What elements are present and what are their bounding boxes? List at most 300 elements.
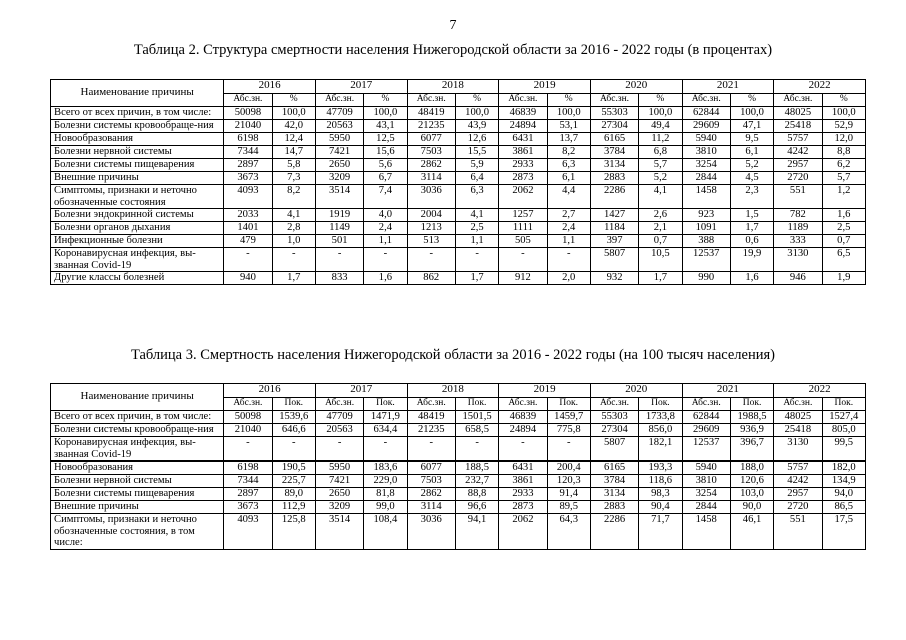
- rate-cell: 19,9: [730, 248, 773, 272]
- abs-value-cell: 501: [315, 235, 363, 248]
- rate-cell: 1,6: [822, 209, 865, 222]
- rate-cell: 5,6: [364, 159, 407, 172]
- cause-name: Новообразования: [51, 133, 224, 146]
- table-row: [51, 185, 866, 209]
- abs-value-cell: 5940: [682, 133, 730, 146]
- abs-value-cell: 24894: [499, 120, 547, 133]
- rate-cell: 646,6: [272, 424, 315, 437]
- cause-name: Болезни системы кровообраще-ния: [51, 424, 224, 437]
- table-row: [51, 424, 866, 437]
- cause-name: Симптомы, признаки и неточно обозначенные состояния: [51, 185, 224, 209]
- abs-value-cell: 1111: [499, 222, 547, 235]
- abs-value-cell: 3810: [682, 475, 730, 488]
- rate-header: Пок.: [639, 398, 682, 411]
- rate-cell: -: [547, 437, 590, 462]
- rate-cell: 94,1: [455, 514, 498, 550]
- abs-value-cell: 990: [682, 272, 730, 285]
- abs-value-cell: 2873: [499, 501, 547, 514]
- abs-value-header: Абс.зн.: [499, 94, 547, 107]
- rate-cell: 103,0: [730, 488, 773, 501]
- rate-cell: 396,7: [730, 437, 773, 462]
- cause-name: Новообразования: [51, 461, 224, 475]
- cause-name: Болезни нервной системы: [51, 475, 224, 488]
- abs-value-cell: 21235: [407, 120, 455, 133]
- table-row: [51, 235, 866, 248]
- abs-value-cell: 47709: [315, 107, 363, 120]
- abs-value-cell: 333: [774, 235, 822, 248]
- abs-value-cell: 3514: [315, 514, 363, 550]
- abs-value-cell: 25418: [774, 120, 822, 133]
- abs-value-cell: 2004: [407, 209, 455, 222]
- rate-cell: 634,4: [364, 424, 407, 437]
- rate-cell: -: [364, 248, 407, 272]
- cause-name: Болезни эндокринной системы: [51, 209, 224, 222]
- rate-cell: 90,4: [639, 501, 682, 514]
- rate-cell: -: [272, 248, 315, 272]
- abs-value-cell: 2897: [224, 159, 272, 172]
- cause-name: Инфекционные болезни: [51, 235, 224, 248]
- abs-value-cell: 2957: [774, 488, 822, 501]
- abs-value-cell: 2957: [774, 159, 822, 172]
- abs-value-cell: 3130: [774, 437, 822, 462]
- rate-header: Пок.: [455, 398, 498, 411]
- rate-cell: 125,8: [272, 514, 315, 550]
- abs-value-cell: 1149: [315, 222, 363, 235]
- table-row: [51, 107, 866, 120]
- rate-cell: 4,5: [730, 172, 773, 185]
- abs-value-cell: 2650: [315, 488, 363, 501]
- table-row: [51, 172, 866, 185]
- abs-value-header: Абс.зн.: [407, 94, 455, 107]
- cause-name: Другие классы болезней: [51, 272, 224, 285]
- rate-cell: 112,9: [272, 501, 315, 514]
- abs-value-cell: 3036: [407, 514, 455, 550]
- table-row: [51, 133, 866, 146]
- rate-cell: 182,0: [822, 461, 865, 475]
- abs-value-cell: 7503: [407, 146, 455, 159]
- rate-cell: 100,0: [730, 107, 773, 120]
- mortality-rate-table: [50, 383, 866, 550]
- rate-cell: 1,1: [364, 235, 407, 248]
- cause-name: Болезни системы пищеварения: [51, 488, 224, 501]
- abs-value-cell: 940: [224, 272, 272, 285]
- abs-value-cell: 3810: [682, 146, 730, 159]
- abs-value-cell: -: [499, 437, 547, 462]
- abs-value-cell: -: [407, 437, 455, 462]
- abs-value-cell: 3114: [407, 172, 455, 185]
- rate-cell: 1,7: [639, 272, 682, 285]
- table-row: [51, 209, 866, 222]
- table-row: [51, 222, 866, 235]
- rate-cell: 0,7: [822, 235, 865, 248]
- rate-cell: 1471,9: [364, 411, 407, 424]
- rate-cell: 805,0: [822, 424, 865, 437]
- abs-value-cell: 4242: [774, 475, 822, 488]
- abs-value-cell: 2873: [499, 172, 547, 185]
- abs-value-cell: 1213: [407, 222, 455, 235]
- abs-value-header: Абс.зн.: [224, 398, 272, 411]
- rate-cell: 71,7: [639, 514, 682, 550]
- rate-cell: 42,0: [272, 120, 315, 133]
- abs-value-header: Абс.зн.: [774, 94, 822, 107]
- year-header: 2018: [407, 384, 499, 398]
- abs-value-cell: 46839: [499, 107, 547, 120]
- abs-value-cell: 55303: [590, 107, 638, 120]
- abs-value-cell: 1257: [499, 209, 547, 222]
- mortality-structure-table: [50, 79, 866, 285]
- rate-cell: -: [455, 437, 498, 462]
- rate-cell: 100,0: [364, 107, 407, 120]
- table-row: [51, 120, 866, 133]
- abs-value-cell: 923: [682, 209, 730, 222]
- abs-value-cell: 2844: [682, 172, 730, 185]
- abs-value-cell: 1458: [682, 514, 730, 550]
- name-column-header: Наименование причины: [51, 80, 224, 107]
- rate-cell: 89,5: [547, 501, 590, 514]
- rate-cell: -: [272, 437, 315, 462]
- rate-cell: 1,7: [272, 272, 315, 285]
- year-header: 2021: [682, 384, 774, 398]
- rate-cell: 7,3: [272, 172, 315, 185]
- abs-value-cell: 50098: [224, 107, 272, 120]
- abs-value-cell: 6431: [499, 133, 547, 146]
- rate-cell: 2,6: [639, 209, 682, 222]
- abs-value-cell: 5807: [590, 437, 638, 462]
- abs-value-cell: 6198: [224, 461, 272, 475]
- rate-cell: 10,5: [639, 248, 682, 272]
- table-3-caption: Таблица 3. Смертность населения Нижегородской области за 2016 - 2022 годы (на 100 тысяч населения): [130, 347, 776, 363]
- rate-cell: 100,0: [547, 107, 590, 120]
- rate-cell: 6,3: [547, 159, 590, 172]
- rate-header: %: [730, 94, 773, 107]
- rate-cell: 12,5: [364, 133, 407, 146]
- abs-value-cell: 2650: [315, 159, 363, 172]
- abs-value-cell: 2933: [499, 488, 547, 501]
- abs-value-cell: 5757: [774, 133, 822, 146]
- abs-value-cell: 47709: [315, 411, 363, 424]
- rate-cell: 1988,5: [730, 411, 773, 424]
- abs-value-cell: 2720: [774, 501, 822, 514]
- abs-value-cell: -: [224, 437, 272, 462]
- abs-value-cell: 7503: [407, 475, 455, 488]
- cause-name: Всего от всех причин, в том числе:: [51, 107, 224, 120]
- rate-cell: 86,5: [822, 501, 865, 514]
- abs-value-cell: 6165: [590, 461, 638, 475]
- abs-value-cell: 2062: [499, 185, 547, 209]
- rate-cell: 11,2: [639, 133, 682, 146]
- abs-value-cell: 1919: [315, 209, 363, 222]
- rate-cell: 2,5: [822, 222, 865, 235]
- rate-cell: 99,0: [364, 501, 407, 514]
- abs-value-cell: 782: [774, 209, 822, 222]
- rate-cell: 100,0: [639, 107, 682, 120]
- abs-value-cell: -: [315, 248, 363, 272]
- rate-cell: 232,7: [455, 475, 498, 488]
- rate-cell: 6,1: [730, 146, 773, 159]
- rate-cell: 936,9: [730, 424, 773, 437]
- table-row: [51, 248, 866, 272]
- abs-value-cell: 1427: [590, 209, 638, 222]
- rate-cell: 856,0: [639, 424, 682, 437]
- abs-value-cell: 3861: [499, 475, 547, 488]
- rate-cell: 4,1: [639, 185, 682, 209]
- rate-header: %: [639, 94, 682, 107]
- abs-value-cell: 20563: [315, 424, 363, 437]
- rate-cell: 658,5: [455, 424, 498, 437]
- abs-value-cell: 7421: [315, 146, 363, 159]
- abs-value-cell: 3784: [590, 475, 638, 488]
- cause-name: Коронавирусная инфекция, вы-званная Covid-19: [51, 248, 224, 272]
- rate-cell: 12,4: [272, 133, 315, 146]
- rate-cell: 1,9: [822, 272, 865, 285]
- abs-value-cell: 7344: [224, 475, 272, 488]
- abs-value-cell: 55303: [590, 411, 638, 424]
- rate-cell: -: [364, 437, 407, 462]
- rate-header: Пок.: [547, 398, 590, 411]
- cause-name: Внешние причины: [51, 172, 224, 185]
- abs-value-header: Абс.зн.: [682, 398, 730, 411]
- abs-value-cell: 5757: [774, 461, 822, 475]
- cause-name: Болезни системы пищеварения: [51, 159, 224, 172]
- rate-cell: 6,2: [822, 159, 865, 172]
- rate-cell: 1,5: [730, 209, 773, 222]
- abs-value-cell: 3134: [590, 159, 638, 172]
- abs-value-cell: 513: [407, 235, 455, 248]
- rate-cell: 53,1: [547, 120, 590, 133]
- table-row: [51, 461, 866, 475]
- table-row: [51, 411, 866, 424]
- rate-cell: 182,1: [639, 437, 682, 462]
- abs-value-cell: 1091: [682, 222, 730, 235]
- abs-value-cell: 3673: [224, 501, 272, 514]
- abs-value-header: Абс.зн.: [407, 398, 455, 411]
- abs-value-cell: 6198: [224, 133, 272, 146]
- abs-value-cell: 6431: [499, 461, 547, 475]
- abs-value-header: Абс.зн.: [315, 94, 363, 107]
- abs-value-cell: 2862: [407, 488, 455, 501]
- abs-value-header: Абс.зн.: [499, 398, 547, 411]
- abs-value-cell: 3254: [682, 488, 730, 501]
- rate-header: Пок.: [730, 398, 773, 411]
- abs-value-cell: 62844: [682, 411, 730, 424]
- rate-cell: 1,0: [272, 235, 315, 248]
- abs-value-cell: 3254: [682, 159, 730, 172]
- year-header: 2019: [499, 384, 591, 398]
- cause-name: Внешние причины: [51, 501, 224, 514]
- rate-cell: 100,0: [272, 107, 315, 120]
- rate-cell: 1527,4: [822, 411, 865, 424]
- rate-cell: 43,1: [364, 120, 407, 133]
- rate-header: Пок.: [364, 398, 407, 411]
- rate-cell: 775,8: [547, 424, 590, 437]
- rate-cell: 2,4: [364, 222, 407, 235]
- rate-cell: 100,0: [455, 107, 498, 120]
- table-row: [51, 514, 866, 550]
- abs-value-cell: 4093: [224, 185, 272, 209]
- rate-cell: 193,3: [639, 461, 682, 475]
- rate-cell: 120,6: [730, 475, 773, 488]
- abs-value-cell: 29609: [682, 120, 730, 133]
- table-row: [51, 146, 866, 159]
- rate-cell: 4,0: [364, 209, 407, 222]
- abs-value-cell: 6077: [407, 133, 455, 146]
- table-row: [51, 272, 866, 285]
- rate-cell: 120,3: [547, 475, 590, 488]
- abs-value-cell: 862: [407, 272, 455, 285]
- abs-value-cell: 3209: [315, 501, 363, 514]
- rate-cell: 1459,7: [547, 411, 590, 424]
- cause-name: Симптомы, признаки и неточно обозначенные состояния, в том числе:: [51, 514, 224, 550]
- abs-value-header: Абс.зн.: [224, 94, 272, 107]
- abs-value-cell: 3130: [774, 248, 822, 272]
- abs-value-cell: 21235: [407, 424, 455, 437]
- rate-cell: 1,7: [730, 222, 773, 235]
- rate-cell: 108,4: [364, 514, 407, 550]
- rate-header: %: [272, 94, 315, 107]
- rate-cell: 52,9: [822, 120, 865, 133]
- rate-cell: 5,2: [730, 159, 773, 172]
- abs-value-cell: 1189: [774, 222, 822, 235]
- year-header: 2016: [224, 384, 316, 398]
- abs-value-cell: 27304: [590, 424, 638, 437]
- year-header: 2020: [590, 384, 682, 398]
- abs-value-cell: 551: [774, 185, 822, 209]
- rate-header: %: [364, 94, 407, 107]
- rate-cell: 47,1: [730, 120, 773, 133]
- rate-cell: -: [455, 248, 498, 272]
- rate-cell: 5,2: [639, 172, 682, 185]
- rate-header: %: [455, 94, 498, 107]
- rate-cell: 15,6: [364, 146, 407, 159]
- abs-value-cell: 3114: [407, 501, 455, 514]
- table-row: [51, 501, 866, 514]
- rate-cell: 1,1: [547, 235, 590, 248]
- abs-value-cell: 2286: [590, 514, 638, 550]
- rate-cell: 2,1: [639, 222, 682, 235]
- year-header: 2016: [224, 80, 316, 94]
- abs-value-cell: 551: [774, 514, 822, 550]
- rate-cell: 64,3: [547, 514, 590, 550]
- rate-cell: 188,5: [455, 461, 498, 475]
- rate-cell: 183,6: [364, 461, 407, 475]
- rate-cell: 91,4: [547, 488, 590, 501]
- rate-cell: 5,9: [455, 159, 498, 172]
- rate-cell: 96,6: [455, 501, 498, 514]
- abs-value-cell: 5950: [315, 461, 363, 475]
- abs-value-cell: 2720: [774, 172, 822, 185]
- rate-cell: 225,7: [272, 475, 315, 488]
- abs-value-cell: 3514: [315, 185, 363, 209]
- rate-cell: 229,0: [364, 475, 407, 488]
- rate-cell: 2,4: [547, 222, 590, 235]
- abs-value-header: Абс.зн.: [590, 398, 638, 411]
- rate-cell: 2,5: [455, 222, 498, 235]
- abs-value-cell: 3673: [224, 172, 272, 185]
- abs-value-header: Абс.зн.: [590, 94, 638, 107]
- cause-name: Болезни системы кровообраще-ния: [51, 120, 224, 133]
- abs-value-cell: 48025: [774, 107, 822, 120]
- rate-cell: 4,1: [455, 209, 498, 222]
- name-column-header: Наименование причины: [51, 384, 224, 411]
- rate-header: Пок.: [272, 398, 315, 411]
- abs-value-cell: 2883: [590, 501, 638, 514]
- rate-cell: 1,6: [364, 272, 407, 285]
- abs-value-cell: 479: [224, 235, 272, 248]
- cause-name: Болезни нервной системы: [51, 146, 224, 159]
- cause-name: Всего от всех причин, в том числе:: [51, 411, 224, 424]
- abs-value-cell: 20563: [315, 120, 363, 133]
- abs-value-cell: 4242: [774, 146, 822, 159]
- abs-value-header: Абс.зн.: [774, 398, 822, 411]
- abs-value-cell: 397: [590, 235, 638, 248]
- cause-name: Болезни органов дыхания: [51, 222, 224, 235]
- abs-value-cell: 4093: [224, 514, 272, 550]
- rate-cell: 12,0: [822, 133, 865, 146]
- abs-value-cell: 12537: [682, 437, 730, 462]
- table-2-caption: Таблица 2. Структура смертности населения Нижегородской области за 2016 - 2022 годы (в процентах): [133, 42, 773, 58]
- abs-value-cell: 3036: [407, 185, 455, 209]
- rate-cell: 6,5: [822, 248, 865, 272]
- rate-cell: 46,1: [730, 514, 773, 550]
- rate-cell: 1539,6: [272, 411, 315, 424]
- rate-cell: 1,1: [455, 235, 498, 248]
- rate-header: Пок.: [822, 398, 865, 411]
- abs-value-cell: 1184: [590, 222, 638, 235]
- table-row: [51, 488, 866, 501]
- abs-value-cell: -: [315, 437, 363, 462]
- abs-value-cell: 12537: [682, 248, 730, 272]
- abs-value-cell: -: [407, 248, 455, 272]
- abs-value-cell: 50098: [224, 411, 272, 424]
- rate-cell: 1,7: [455, 272, 498, 285]
- rate-cell: 9,5: [730, 133, 773, 146]
- rate-cell: 200,4: [547, 461, 590, 475]
- abs-value-cell: 6077: [407, 461, 455, 475]
- rate-cell: 17,5: [822, 514, 865, 550]
- rate-header: %: [822, 94, 865, 107]
- rate-cell: 15,5: [455, 146, 498, 159]
- abs-value-cell: 5950: [315, 133, 363, 146]
- abs-value-cell: 29609: [682, 424, 730, 437]
- abs-value-cell: 24894: [499, 424, 547, 437]
- abs-value-header: Абс.зн.: [682, 94, 730, 107]
- table-row: [51, 437, 866, 462]
- table-row: [51, 159, 866, 172]
- rate-cell: 43,9: [455, 120, 498, 133]
- abs-value-cell: -: [224, 248, 272, 272]
- rate-cell: 81,8: [364, 488, 407, 501]
- page-number: 7: [449, 18, 457, 33]
- cause-name: Коронавирусная инфекция, вы-званная Covid-19: [51, 437, 224, 462]
- rate-cell: 2,3: [730, 185, 773, 209]
- abs-value-cell: 2286: [590, 185, 638, 209]
- abs-value-cell: 27304: [590, 120, 638, 133]
- rate-cell: 5,8: [272, 159, 315, 172]
- rate-cell: 0,7: [639, 235, 682, 248]
- rate-cell: 1733,8: [639, 411, 682, 424]
- rate-cell: 99,5: [822, 437, 865, 462]
- year-header: 2018: [407, 80, 499, 94]
- abs-value-cell: 2883: [590, 172, 638, 185]
- abs-value-cell: 3861: [499, 146, 547, 159]
- year-header: 2022: [774, 384, 866, 398]
- rate-cell: 94,0: [822, 488, 865, 501]
- abs-value-cell: 7421: [315, 475, 363, 488]
- rate-cell: 5,7: [639, 159, 682, 172]
- rate-cell: 190,5: [272, 461, 315, 475]
- table-row: [51, 475, 866, 488]
- rate-cell: 6,8: [639, 146, 682, 159]
